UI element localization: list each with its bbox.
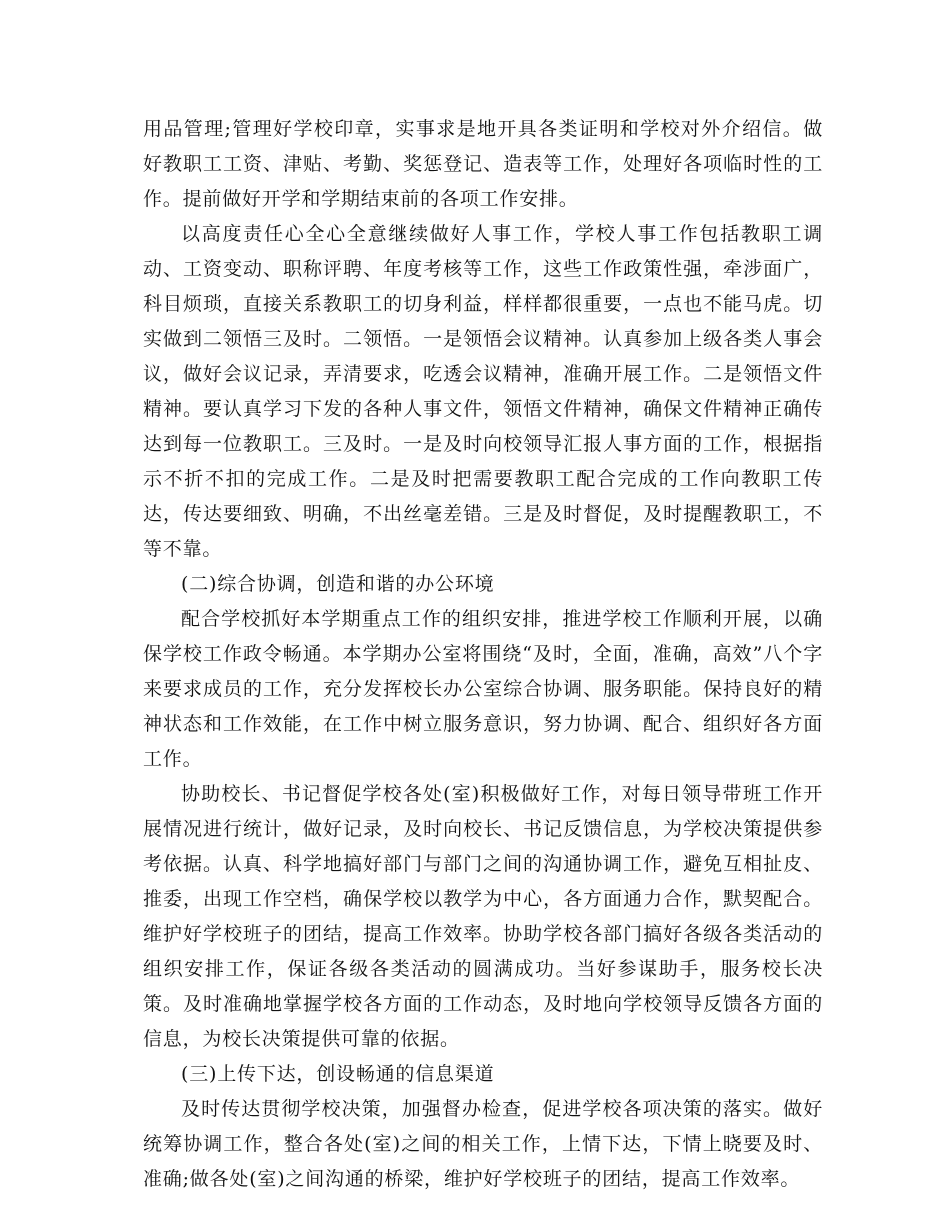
document-body	[143, 112, 823, 1197]
section-heading-information: (三)上传下达，创设畅通的信息渠道	[181, 1063, 495, 1085]
paragraph-coordination: 配合学校抓好本学期重点工作的组织安排，推进学校工作顺利开展，以确保学校工作政令畅通。本学期办公室将围绕“及时，全面，准确，高效”八个字来要求成员的工作，充分发挥校长办公室综合协调、服务职能。保持良好的精神状态和工作效能，在工作中树立服务意识，努力协调、配合、组织好各方面工作。	[143, 608, 823, 770]
paragraph-continuation: 用品管理;管理好学校印章，实事求是地开具各类证明和学校对外介绍信。做好教职工工资、津贴、考勤、奖惩登记、造表等工作，处理好各项临时性的工作。提前做好开学和学期结束前的各项工作安排。	[143, 118, 823, 210]
paragraph-information: 及时传达贯彻学校决策，加强督办检查，促进学校各项决策的落实。做好统筹协调工作，整合各处(室)之间的相关工作，上情下达，下情上晓要及时、准确;做各处(室)之间沟通的桥梁，维护好学校班子的团结，提高工作效率。	[143, 1098, 823, 1190]
paragraph-assist-leaders: 协助校长、书记督促学校各处(室)积极做好工作，对每日领导带班工作开展情况进行统计，做好记录，及时向校长、书记反馈信息，为学校决策提供参考依据。认真、科学地搞好部门与部门之间的沟通协调工作，避免互相扯皮、推委，出现工作空档，确保学校以教学为中心，各方面通力合作，默契配合。维护好学校班子的团结，提高工作效率。协助学校各部门搞好各级各类活动的组织安排工作，保证各级各类活动的圆满成功。当好参谋助手，服务校长决策。及时准确地掌握学校各方面的工作动态，及时地向学校领导反馈各方面的信息，为校长决策提供可靠的依据。	[143, 783, 823, 1050]
section-heading-coordination: (二)综合协调，创造和谐的办公环境	[181, 573, 495, 595]
paragraph-personnel-work: 以高度责任心全心全意继续做好人事工作，学校人事工作包括教职工调动、工资变动、职称评聘、年度考核等工作，这些工作政策性强，牵涉面广，科目烦琐，直接关系教职工的切身利益，样样都很重要，一点也不能马虎。切实做到二领悟三及时。二领悟。一是领悟会议精神。认真参加上级各类人事会议，做好会议记录，弄清要求，吃透会议精神，准确开展工作。二是领悟文件精神。要认真学习下发的各种人事文件，领悟文件精神，确保文件精神正确传达到每一位教职工。三及时。一是及时向校领导汇报人事方面的工作，根据指示不折不扣的完成工作。二是及时把需要教职工配合完成的工作向教职工传达，传达要细致、明确，不出丝毫差错。三是及时督促，及时提醒教职工，不等不靠。	[143, 223, 823, 560]
